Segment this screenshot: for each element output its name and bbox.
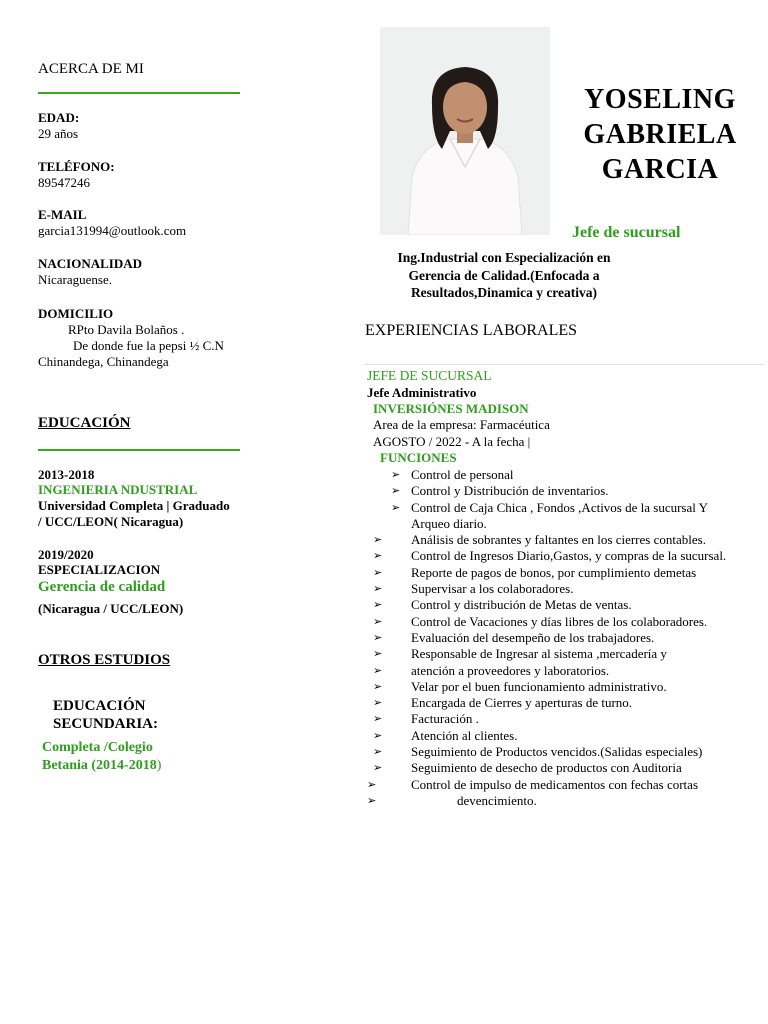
secondary-edu-line-1: EDUCACIÓN (53, 698, 146, 714)
function-text: Velar por el buen funcionamiento administrativo. (411, 678, 667, 694)
arrow-bullet-icon: ➢ (391, 485, 401, 498)
edu2-years: 2019/2020 (38, 547, 94, 562)
edu1-degree: INGENIERIA NDUSTRIAL (38, 482, 198, 497)
arrow-bullet-icon: ➢ (373, 599, 383, 612)
edu1-place: / UCC/LEON( Nicaragua) (38, 514, 184, 529)
person-silhouette-icon (380, 27, 550, 235)
experience-area: Area de la empresa: Farmacéutica (373, 417, 550, 432)
list-item (365, 500, 765, 516)
list-item (365, 646, 765, 662)
function-text: Encargada de Cierres y aperturas de turno. (411, 695, 633, 711)
section-title-about: ACERCA DE MI (38, 61, 144, 77)
secondary-edu-detail-2 (42, 758, 161, 774)
education-divider (38, 449, 240, 451)
function-text: Control de impulso de medicamentos con fechas cortas (411, 776, 699, 792)
arrow-bullet-icon: ➢ (367, 794, 377, 807)
age-label: EDAD: (38, 110, 80, 125)
arrow-bullet-icon: ➢ (373, 648, 383, 661)
list-item (365, 483, 765, 499)
list-item (365, 679, 765, 695)
function-text: Responsable de Ingresar al sistema ,mercadería y (411, 646, 667, 662)
edu1-university: Universidad Completa | Graduado (38, 498, 230, 513)
edu2-label: ESPECIALIZACION (38, 562, 161, 577)
arrow-bullet-icon: ➢ (373, 697, 383, 710)
arrow-bullet-icon: ➢ (367, 778, 377, 791)
arrow-bullet-icon: ➢ (373, 583, 383, 596)
section-title-education: EDUCACIÓN (38, 415, 131, 431)
list-item (365, 630, 765, 646)
secondary-edu-school: Betania (2014-2018 (42, 758, 157, 773)
edu2-field: Gerencia de calidad (38, 579, 166, 595)
summary-line-3: Resultados,Dinamica y creativa) (410, 285, 598, 300)
arrow-bullet-icon: ➢ (373, 729, 383, 742)
address-label: DOMICILIO (38, 306, 114, 321)
profile-summary (356, 249, 652, 302)
name-line-1: YOSELING (584, 84, 736, 115)
experience-company: INVERSIÓNES MADISON (373, 401, 529, 416)
summary-line-2: Gerencia de Calidad.(Enfocada a (408, 267, 600, 283)
arrow-bullet-icon: ➢ (373, 713, 383, 726)
arrow-bullet-icon: ➢ (373, 550, 383, 563)
list-item (365, 760, 765, 776)
list-item (365, 777, 765, 793)
edu1-years: 2013-2018 (38, 467, 95, 482)
arrow-bullet-icon: ➢ (391, 501, 401, 514)
nationality-value: Nicaraguense. (38, 272, 112, 287)
name-line-2: GABRIELA (583, 119, 737, 150)
section-title-experience: EXPERIENCIAS LABORALES (365, 322, 578, 339)
function-text: Control y Distribución de inventarios. (411, 483, 609, 499)
age-value: 29 años (38, 126, 79, 141)
function-text: Seguimiento de Productos vencidos.(Salidas especiales) (411, 744, 703, 760)
experience-dates: AGOSTO / 2022 - A la fecha | (373, 434, 531, 449)
address-line-2: De donde fue la pepsi ½ C.N (73, 338, 224, 353)
email-value: garcia131994@outlook.com (38, 223, 187, 238)
address-line-3: Chinandega, Chinandega (38, 354, 169, 369)
function-text: Control de Ingresos Diario,Gastos, y compras de la sucursal. (411, 548, 727, 564)
functions-title: FUNCIONES (380, 450, 457, 465)
phone-value: 89547246 (38, 175, 90, 190)
list-item (365, 663, 765, 679)
arrow-bullet-icon: ➢ (373, 762, 383, 775)
list-item (365, 467, 765, 483)
arrow-bullet-icon: ➢ (373, 680, 383, 693)
list-item (365, 532, 765, 548)
section-title-other-studies: OTROS ESTUDIOS (38, 652, 171, 668)
function-text: atención a proveedores y laboratorios. (411, 662, 610, 678)
function-text: Atención al clientes. (411, 727, 518, 743)
function-text: Control y distribución de Metas de ventas. (411, 597, 632, 613)
list-item (365, 565, 765, 581)
arrow-bullet-icon: ➢ (373, 615, 383, 628)
arrow-bullet-icon: ➢ (373, 664, 383, 677)
experience-divider (365, 364, 765, 365)
function-text: Control de personal (411, 467, 514, 482)
function-text: Supervisar a los colaboradores. (411, 581, 574, 597)
function-text: Evaluación del desempeño de los trabajadores. (411, 629, 655, 645)
function-text: Reporte de pagos de bonos, por cumplimiento demetas (411, 564, 697, 580)
secondary-edu-paren: ) (156, 758, 162, 773)
list-item (365, 548, 765, 564)
function-text: Control de Caja Chica , Fondos ,Activos de la sucursal Y (411, 499, 709, 515)
list-item (365, 744, 765, 760)
nationality-label: NACIONALIDAD (38, 256, 143, 271)
function-text: Análisis de sobrantes y faltantes en los cierres contables. (411, 532, 706, 548)
list-item (365, 597, 765, 613)
functions-list (365, 467, 765, 809)
list-item (365, 581, 765, 597)
name-line-3: GARCIA (601, 154, 719, 185)
summary-line-1: Ing.Industrial con Especialización en (397, 250, 611, 265)
about-divider (38, 92, 240, 94)
list-item (365, 516, 765, 532)
job-title: Jefe de sucursal (572, 224, 681, 241)
profile-photo (380, 27, 550, 235)
address-line-1: RPto Davila Bolaños . (68, 322, 185, 337)
list-item (365, 695, 765, 711)
arrow-bullet-icon: ➢ (373, 631, 383, 644)
arrow-bullet-icon: ➢ (373, 534, 383, 547)
arrow-bullet-icon: ➢ (373, 746, 383, 759)
function-text: Control de Vacaciones y días libres de los colaboradores. (411, 613, 708, 629)
list-item (365, 728, 765, 744)
list-item (365, 793, 765, 809)
function-text: Arqueo diario. (411, 515, 487, 531)
phone-label: TELÉFONO: (38, 159, 115, 174)
list-item (365, 614, 765, 630)
list-item (365, 711, 765, 727)
edu2-place: (Nicaragua / UCC/LEON) (38, 601, 184, 616)
function-text: devencimiento. (457, 792, 537, 808)
arrow-bullet-icon: ➢ (373, 566, 383, 579)
secondary-edu-line-2: SECUNDARIA: (53, 716, 159, 732)
experience-role: JEFE DE SUCURSAL (367, 368, 492, 383)
experience-subrole: Jefe Administrativo (367, 385, 477, 400)
function-text: Facturación . (411, 711, 479, 727)
function-text: Seguimiento de desecho de productos con Auditoria (411, 760, 682, 776)
email-label: E-MAIL (38, 207, 87, 222)
arrow-bullet-icon: ➢ (391, 469, 401, 481)
secondary-edu-detail-1: Completa /Colegio (42, 740, 153, 755)
